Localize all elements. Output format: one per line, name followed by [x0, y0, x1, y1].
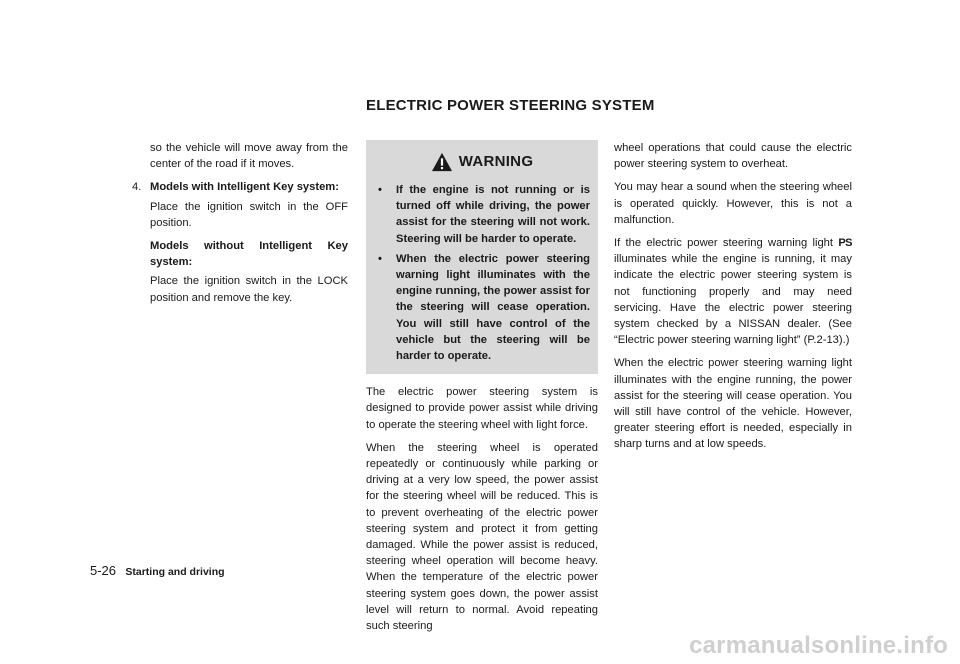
sub-text: Place the ignition switch in the LOCK position and remove the key.	[150, 275, 348, 304]
warning-item	[374, 182, 590, 247]
paragraph-with-icon	[614, 235, 852, 348]
warning-item-text: When the electric power steering warning light illuminates with the engine running, the power assist for the steering will cease operation. You will still have control of the vehicle but the steering will be harder to operate.	[396, 252, 590, 363]
column-middle	[366, 140, 598, 641]
page-footer	[90, 563, 225, 578]
paragraph-text: illuminates while the engine is running, it may indicate the electric power steering system is not functioning properly and may need servicing. Have the electric power steering system checked by a NISSAN dealer. (See “Electric power steering warning light” (P.2-13).)	[614, 253, 852, 347]
paragraph: When the steering wheel is operated repeatedly or continuously while parking or driving at a very low speed, the power assist for the steering wheel will be reduced. This is to prevent overheating of the electric power steering system and protect it from getting damaged. While the power assist is reduced, steering wheel operation will become heavy. When the temperature of the electric power steering system goes down, the power assist level will return to normal. Avoid repeating such steering	[366, 441, 598, 633]
paragraph: You may hear a sound when the steering wheel is operated quickly. However, this is not a malfunction.	[614, 181, 852, 226]
column-left	[132, 140, 348, 313]
chapter-title: Starting and driving	[125, 566, 225, 578]
power-steering-warning-icon: PS	[838, 237, 853, 250]
sub-title: Models without Intelligent Key system:	[150, 240, 348, 269]
bullet: •	[378, 252, 382, 265]
warning-title: WARNING	[458, 152, 534, 170]
bullet: •	[378, 184, 382, 196]
paragraph: The electric power steering system is designed to provide power assist while driving to operate the steering wheel with light force.	[366, 386, 598, 431]
paragraph: When the electric power steering warning light illuminates with the engine running, the power assist for the steering will cease operation. You will still have control of the vehicle. However, greater steering effort is needed, especially in sharp turns and at low speeds.	[614, 357, 852, 451]
warning-item	[374, 251, 590, 364]
warning-box	[366, 140, 598, 374]
page-number: 5-26	[90, 563, 117, 578]
section-heading: ELECTRIC POWER STEERING SYSTEM	[366, 97, 655, 114]
paragraph-text: If the electric power steering warning light	[614, 237, 834, 250]
column-right	[614, 140, 852, 460]
step-4	[132, 179, 348, 305]
warning-item-text: If the engine is not running or is turned off while driving, the power assist for the steering will not work. Steering will be harder to operate.	[396, 184, 590, 245]
step-text: Place the ignition switch in the OFF position.	[150, 200, 348, 229]
warning-triangle-icon	[431, 152, 453, 172]
step-title: Models with Intelligent Key system:	[150, 181, 339, 194]
step-number: 4.	[132, 181, 142, 194]
intro-text: so the vehicle will move away from the center of the road if it moves.	[150, 142, 348, 171]
watermark: carmanualsonline.info	[689, 632, 948, 659]
paragraph: wheel operations that could cause the electric power steering system to overheat.	[614, 142, 852, 171]
warning-header	[374, 146, 590, 178]
